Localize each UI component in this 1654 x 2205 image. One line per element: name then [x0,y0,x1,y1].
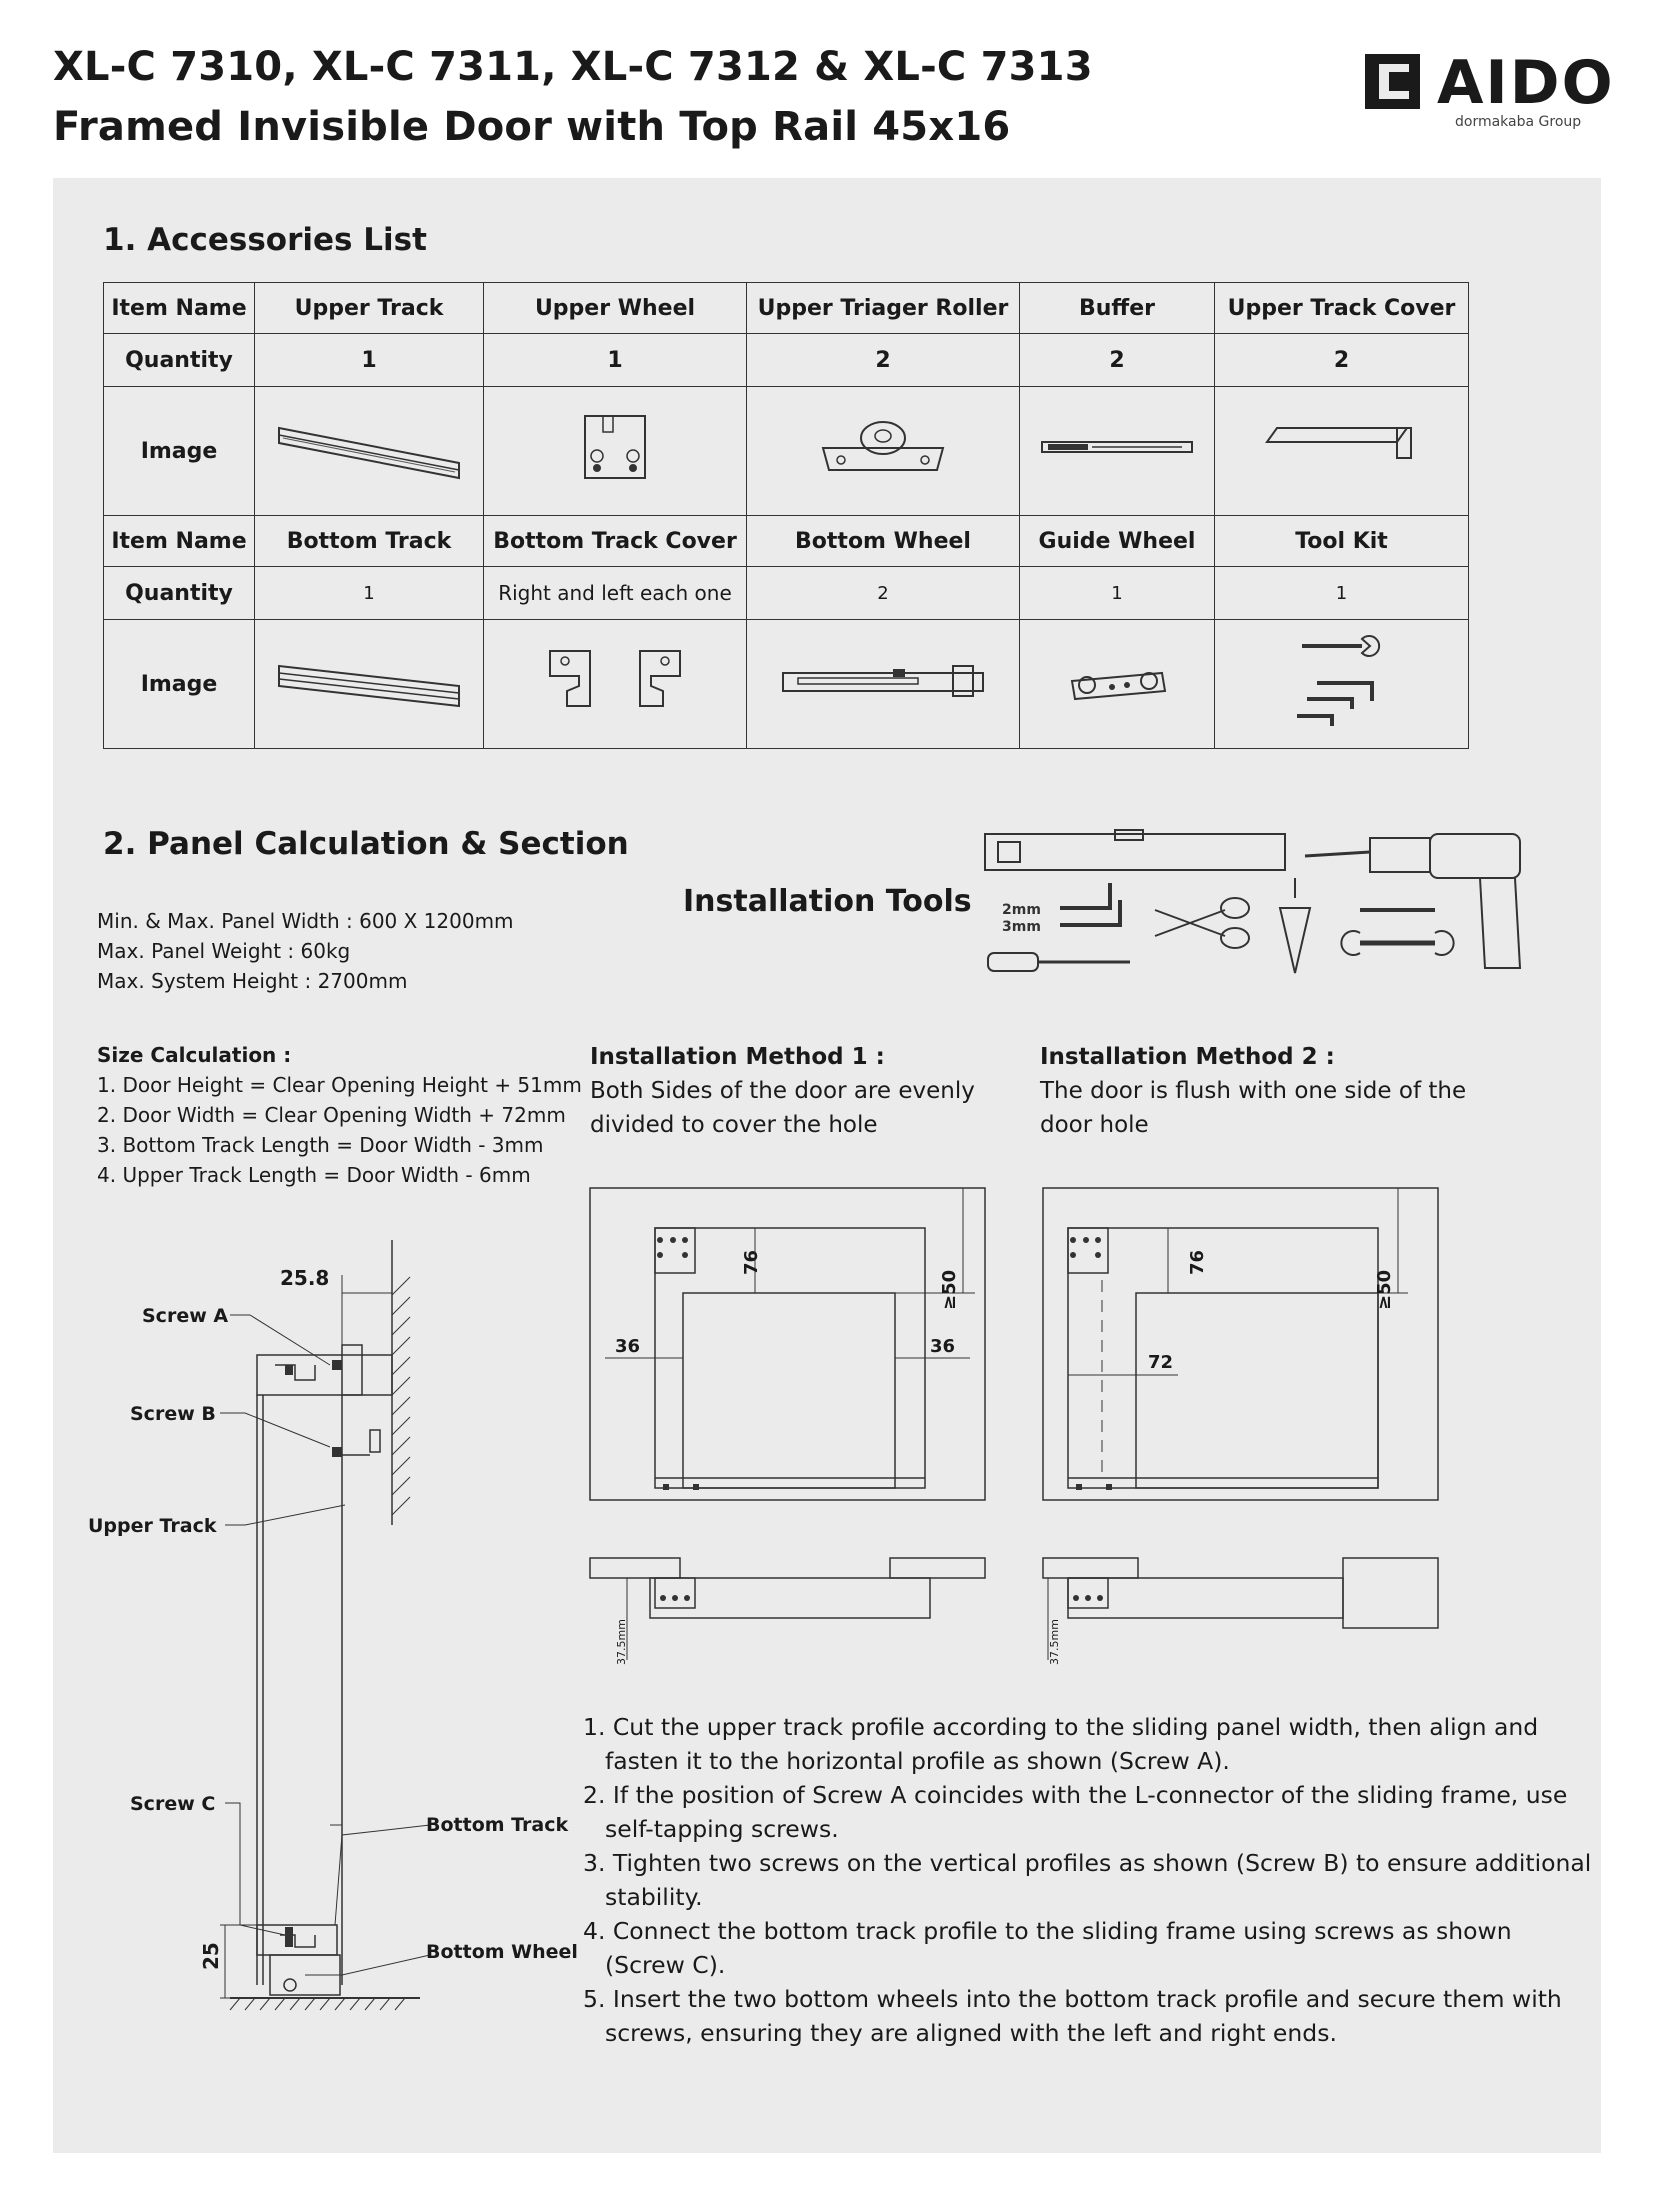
installation-tools-illustration [980,828,1540,978]
item-name-label: Item Name [104,283,255,334]
step-item: 4. Connect the bottom track profile to the sliding frame using screws as shown (Screw C). [583,1917,1512,1979]
size-item: 4. Upper Track Length = Door Width - 6mm [97,1163,531,1187]
step-item: 3. Tighten two screws on the vertical profiles as shown (Screw B) to ensure additional stability. [583,1849,1592,1911]
image-label: Image [104,387,255,516]
item-name-cell: Tool Kit [1215,516,1469,567]
label-screw-c: Screw C [130,1793,216,1815]
image-cell [255,620,484,749]
method-1 [590,1040,975,1142]
item-name-cell: Bottom Track Cover [484,516,747,567]
image-cell [484,387,747,516]
allen-2mm-label: 2mm [1002,902,1041,918]
page-title-line1: XL-C 7310, XL-C 7311, XL-C 7312 & XL-C 7313 [53,44,1093,90]
dim-25-8: 25.8 [280,1266,330,1290]
table-row [104,516,1469,567]
screwdriver-icon [988,953,1130,971]
quantity-cell: 1 [255,567,484,620]
table-row [104,387,1469,516]
tools-title: Installation Tools [683,884,972,919]
allen-key-icon [1060,883,1120,925]
spec-line: Min. & Max. Panel Width : 600 X 1200mm [97,909,514,933]
size-item: 2. Door Width = Clear Opening Width + 72mm [97,1103,566,1127]
dim-37-5: 37.5mm [1048,1619,1061,1665]
dim-37-5: 37.5mm [615,1619,628,1665]
size-title: Size Calculation : [97,1043,292,1067]
accessories-table [103,282,1469,749]
quantity-cell: 1 [1215,567,1469,620]
image-cell [255,387,484,516]
spec-line: Max. System Height : 2700mm [97,969,408,993]
bottom-wheel-icon [773,651,993,711]
label-screw-b: Screw B [130,1403,216,1425]
upper-wheel-icon [565,408,665,488]
logo-subtext: dormakaba Group [1455,114,1582,130]
bottom-cover-icon [535,636,695,726]
guide-wheel-icon [1057,651,1177,711]
quantity-cell: 2 [747,334,1020,387]
step-item: 1. Cut the upper track profile according to the sliding panel width, then align and fasten it to the horizontal profile as shown (Screw A). [583,1713,1539,1775]
label-upper-track: Upper Track [88,1515,217,1537]
label-bottom-track: Bottom Track [426,1814,569,1836]
image-cell [747,620,1020,749]
item-name-cell: Guide Wheel [1020,516,1215,567]
dim-72: 72 [1148,1352,1174,1373]
dim-50: ≥50 [939,1269,960,1310]
image-cell [747,387,1020,516]
step-item: 2. If the position of Screw A coincides with the L-connector of the sliding frame, use self-tapping screws. [583,1781,1568,1843]
size-item: 3. Bottom Track Length = Door Width - 3mm [97,1133,544,1157]
quantity-label: Quantity [104,567,255,620]
image-cell [1215,387,1469,516]
image-cell [1020,620,1215,749]
quantity-cell: 2 [1020,334,1215,387]
method-2-title: Installation Method 2 : [1040,1044,1335,1070]
method-1-desc: divided to cover the hole [590,1112,878,1138]
dim-50: ≥50 [1374,1269,1395,1310]
panel-specs [97,906,514,996]
method-1-desc: Both Sides of the door are evenly [590,1078,975,1104]
item-name-label: Item Name [104,516,255,567]
dim-76: 76 [741,1249,762,1275]
method-1-drawing [585,1180,995,1670]
image-cell [484,620,747,749]
quantity-cell: 1 [255,334,484,387]
buffer-icon [1032,418,1202,478]
wrench-icon [1341,910,1453,955]
method-2-desc: The door is flush with one side of the [1040,1078,1467,1104]
drill-icon [1305,834,1520,968]
dim-36-right: 36 [930,1336,956,1357]
item-name-cell: Upper Track Cover [1215,283,1469,334]
brand-logo [1365,48,1615,134]
tool-kit-icon [1282,631,1402,731]
size-item: 1. Door Height = Clear Opening Height + 51mm [97,1073,582,1097]
installation-steps [583,1710,1593,2050]
quantity-cell: 2 [747,567,1020,620]
image-cell [1215,620,1469,749]
size-calculation [97,1040,582,1190]
quantity-cell: 2 [1215,334,1469,387]
logo-text: AIDO [1437,48,1615,118]
section-drawing [80,1235,580,2015]
item-name-cell: Bottom Wheel [747,516,1020,567]
bottom-track-icon [269,641,469,721]
step-item: 5. Insert the two bottom wheels into the bottom track profile and secure them with screws, ensuring they are aligned with the left and right ends. [583,1985,1562,2047]
table-row [104,620,1469,749]
dim-25: 25 [199,1942,223,1970]
label-screw-a: Screw A [142,1305,229,1327]
image-cell [1020,387,1215,516]
page-title-line2: Framed Invisible Door with Top Rail 45x16 [53,104,1011,150]
dim-76: 76 [1187,1249,1208,1275]
item-name-cell: Bottom Track [255,516,484,567]
image-label: Image [104,620,255,749]
quantity-cell: Right and left each one [484,567,747,620]
panel-heading: 2. Panel Calculation & Section [103,826,629,862]
allen-3mm-label: 3mm [1002,919,1041,935]
label-bottom-wheel: Bottom Wheel [426,1941,578,1963]
item-name-cell: Upper Triager Roller [747,283,1020,334]
method-2 [1040,1040,1466,1142]
table-row [104,334,1469,387]
table-row [104,283,1469,334]
spec-line: Max. Panel Weight : 60kg [97,939,351,963]
method-2-drawing [1038,1180,1448,1670]
accessories-heading: 1. Accessories List [103,222,427,258]
method-2-desc: door hole [1040,1112,1149,1138]
upper-roller-icon [813,408,953,488]
plumb-bob-icon [1280,878,1310,973]
scissors-icon [1155,898,1249,948]
quantity-label: Quantity [104,334,255,387]
item-name-cell: Upper Track [255,283,484,334]
table-row [104,567,1469,620]
item-name-cell: Buffer [1020,283,1215,334]
quantity-cell: 1 [1020,567,1215,620]
item-name-cell: Upper Wheel [484,283,747,334]
spirit-level-icon [985,830,1285,870]
method-1-title: Installation Method 1 : [590,1044,885,1070]
quantity-cell: 1 [484,334,747,387]
upper-track-icon [269,408,469,488]
dim-36-left: 36 [615,1336,641,1357]
track-cover-icon [1257,408,1427,488]
